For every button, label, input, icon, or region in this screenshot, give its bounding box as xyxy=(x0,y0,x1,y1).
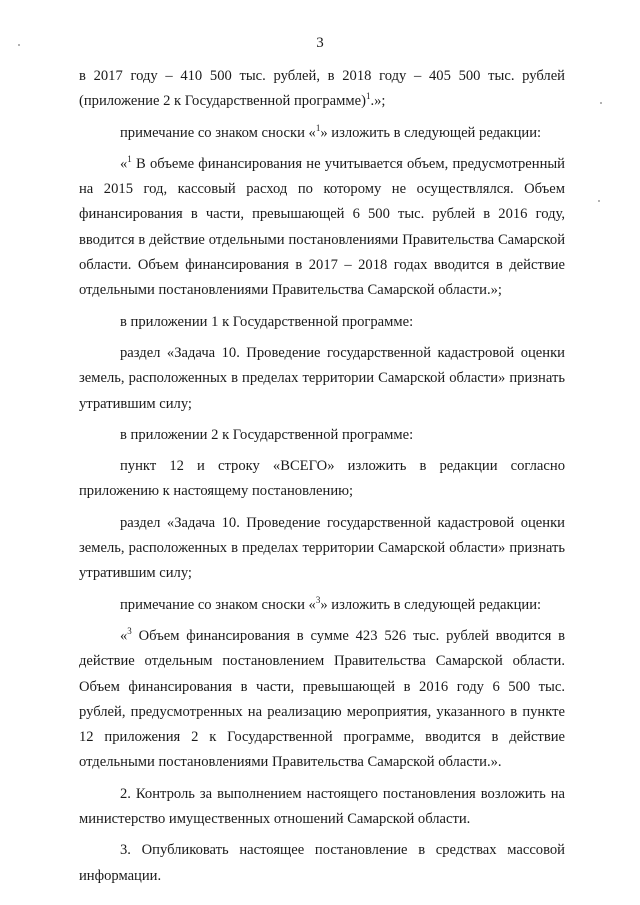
paragraph-publication-clause: 3. Опубликовать настоящее постановление в средствах массовой информации. xyxy=(79,842,565,884)
paragraph-footnote3-text: «$^3$ Объем финансирования в сумме 423 526 тыс. рублей вводится в действие отдельным постановлением Правительства Самарской области. Объем финансирования в части, превышающей в 2016 году 6 500 тыс. рублей, предусмотренных на реализацию мероприятия, указанного в пункте 12 приложения 2 к Государственной программе, вводится в действие отдельными постановлениями Правительства Самарской области.». xyxy=(79,625,565,771)
paragraph-footnote3-instruction: примечание со знаком сноски «$^3$» изложить в следующей редакции: xyxy=(120,594,542,613)
paragraph-footnote1-text: «$^1$ В объеме финансирования не учитывается объем, предусмотренный на 2015 год, кассовый расход по которому не осуществлялся. Объем финансирования в части, превышающей 6 500 тыс. рублей в 2016 году, вводится в действие отдельными постановлениями Правительства Самарской области. Объем финансирования в 2017 – 2018 годах вводится в действие отдельными постановлениями Правительства Самарской области.»; xyxy=(79,153,565,299)
paragraph-appendix2-task10: раздел «Задача 10. Проведение государственной кадастровой оценки земель, расположенных в пределах территории Самарской области» признать утратившим силу; xyxy=(79,514,565,582)
scan-speck xyxy=(600,102,602,104)
paragraph-appendix1-task10: раздел «Задача 10. Проведение государственной кадастровой оценки земель, расположенных в пределах территории Самарской области» признать утратившим силу; xyxy=(79,344,565,412)
paragraph-appendix2-header: в приложении 2 к Государственной программе: xyxy=(120,426,414,443)
paragraph-item12-total: пункт 12 и строку «ВСЕГО» изложить в редакции согласно приложению к настоящему постановлению; xyxy=(79,458,565,500)
scan-speck xyxy=(18,44,20,46)
paragraph-funding-years: в 2017 году – 410 500 тыс. рублей, в 2018 году – 405 500 тыс. рублей (приложение 2 к Государственной программе)$^1$.»; xyxy=(79,68,565,110)
paragraph-control-clause: 2. Контроль за выполнением настоящего постановления возложить на министерство имущественных отношений Самарской области. xyxy=(79,785,565,828)
paragraph-appendix1-header: в приложении 1 к Государственной программе: xyxy=(120,313,414,330)
scan-speck xyxy=(598,200,600,202)
document-body xyxy=(79,64,565,889)
paragraph-footnote1-instruction: примечание со знаком сноски «$^1$» изложить в следующей редакции: xyxy=(120,122,542,141)
page-number: 3 xyxy=(316,35,324,51)
